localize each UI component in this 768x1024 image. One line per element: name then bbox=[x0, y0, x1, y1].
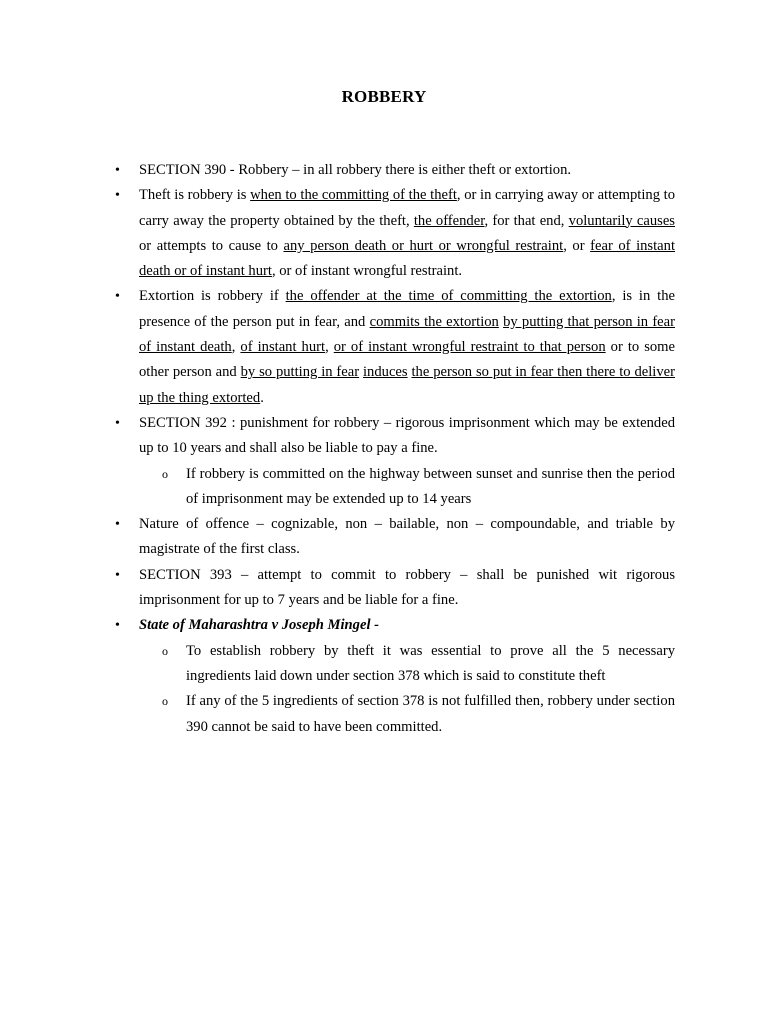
underlined-text: induces bbox=[363, 364, 408, 381]
text-run: , bbox=[231, 339, 241, 356]
bullet-text: SECTION 393 – attempt to commit to robbery – shall be punished wit rigorous imprisonment for up to 7 years and be liable for a fine. bbox=[139, 566, 675, 609]
bullet-text: SECTION 392 : punishment for robbery – rigorous imprisonment which may be extended up to 10 years and shall also be liable to pay a fine. bbox=[139, 414, 675, 457]
text-run: or to some other person and bbox=[139, 339, 676, 381]
case-name: State of Maharashtra v Joseph Mingel - bbox=[139, 617, 380, 634]
text-run: Extortion is robbery if bbox=[139, 288, 286, 305]
sub-bullet-highway bbox=[139, 462, 675, 513]
page-title: ROBBERY bbox=[341, 87, 427, 106]
bullet-theft-is-robbery bbox=[104, 183, 675, 284]
text-run: Theft is robbery is bbox=[139, 187, 251, 204]
sub-bullet-text: If robbery is committed on the highway between sunset and sunrise then the period of imprisonment may be extended up to 14 years bbox=[186, 465, 675, 507]
bullet-text: Nature of offence – cognizable, non – bailable, non – compoundable, and triable by magistrate of the first class. bbox=[139, 516, 675, 558]
underlined-text: when to the committing of the theft bbox=[250, 187, 457, 204]
sub-bullet-list bbox=[139, 639, 675, 740]
underlined-text: any person death or hurt or wrongful restraint bbox=[283, 237, 564, 254]
text-run: , or in carrying away or attempting to carry away the property obtained by the theft, bbox=[139, 187, 676, 229]
underlined-text: the offender at the time of committing the extortion bbox=[285, 288, 612, 305]
bullet-list bbox=[104, 158, 675, 740]
document-body bbox=[104, 158, 675, 740]
sub-bullet-not-fulfilled bbox=[139, 689, 675, 740]
bullet-extortion-is-robbery bbox=[104, 284, 675, 410]
text-run: , for that end, bbox=[484, 212, 569, 229]
underlined-text: of instant hurt bbox=[240, 339, 326, 356]
bullet-section-390 bbox=[104, 158, 675, 183]
underlined-text: the offender bbox=[413, 212, 485, 229]
bullet-section-392 bbox=[104, 411, 675, 512]
text-run: . bbox=[260, 389, 264, 406]
bullet-case-law bbox=[104, 613, 675, 739]
sub-bullet-list bbox=[139, 462, 675, 513]
sub-bullet-text: To establish robbery by theft it was essential to prove all the 5 necessary ingredients laid down under section 378 which is said to constitute theft bbox=[186, 642, 675, 684]
sub-bullet-text: If any of the 5 ingredients of section 378 is not fulfilled then, robbery under section 390 cannot be said to have been committed. bbox=[186, 693, 675, 735]
text-run: , is in the presence of the person put in fear, and bbox=[139, 288, 675, 330]
underlined-text: by so putting in fear bbox=[240, 364, 360, 381]
underlined-text: the person so put in fear then there to deliver up the thing extorted bbox=[139, 364, 675, 406]
text-run: , or bbox=[563, 237, 591, 254]
text-run: or attempts to cause to bbox=[139, 237, 284, 254]
text-run: , bbox=[325, 339, 334, 356]
bullet-nature-of-offence bbox=[104, 512, 675, 563]
underlined-text: fear of instant death or of instant hurt bbox=[139, 237, 675, 280]
sub-bullet-ingredients bbox=[139, 639, 675, 690]
underlined-text: voluntarily causes bbox=[568, 212, 675, 229]
bullet-text: SECTION 390 - Robbery – in all robbery there is either theft or extortion. bbox=[139, 162, 572, 178]
underlined-text: by putting that person in fear of instant death bbox=[139, 313, 675, 356]
underlined-text: or of instant wrongful restraint to that person bbox=[333, 339, 606, 356]
underlined-text: commits the extortion bbox=[369, 313, 499, 330]
text-run: , or of instant wrongful restraint. bbox=[271, 263, 463, 280]
bullet-section-393 bbox=[104, 563, 675, 614]
